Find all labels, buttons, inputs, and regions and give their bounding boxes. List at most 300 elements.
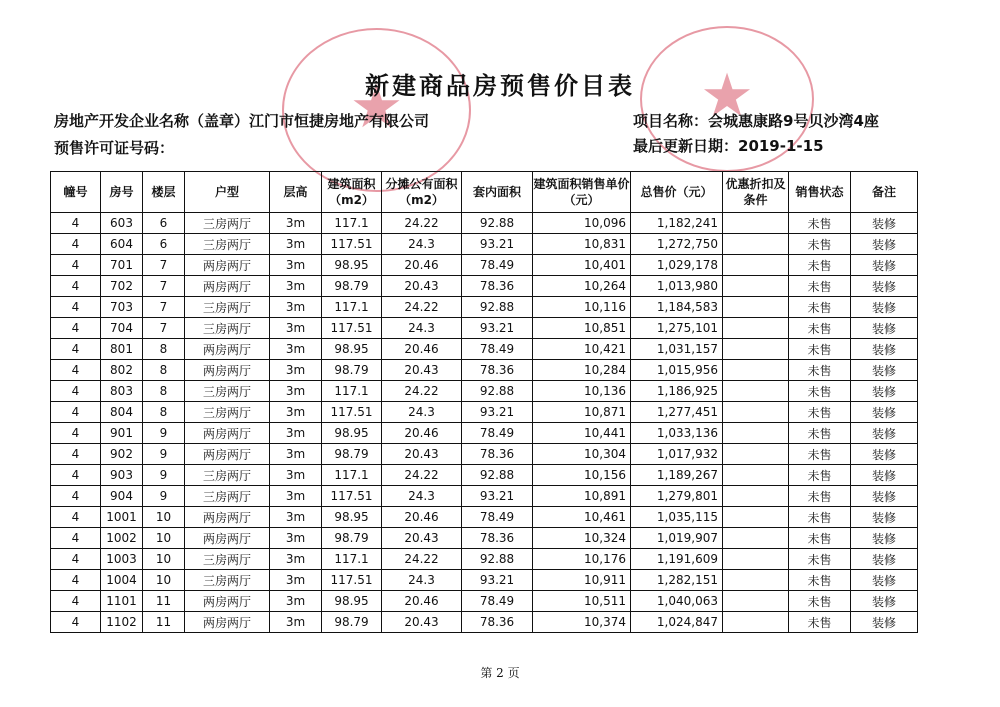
column-header: 销售状态 [789,172,851,213]
table-row [51,486,918,507]
column-header: 户型 [185,172,270,213]
table-cell: 10,871 [533,402,631,423]
table-cell: 9 [143,444,185,465]
table-cell: 1,031,157 [631,339,723,360]
column-header: 优惠折扣及条件 [723,172,789,213]
table-cell: 1,184,583 [631,297,723,318]
table-cell: 9 [143,423,185,444]
table-cell: 10,116 [533,297,631,318]
table-row [51,318,918,339]
table-cell: 1,013,980 [631,276,723,297]
table-cell: 三房两厅 [185,570,270,591]
table-cell [723,465,789,486]
table-cell: 702 [101,276,143,297]
table-cell: 三房两厅 [185,297,270,318]
table-cell: 4 [51,507,101,528]
permit-number: 预售许可证号码： [54,139,175,157]
table-row [51,549,918,570]
table-cell: 7 [143,297,185,318]
table-cell: 98.79 [322,612,382,633]
table-cell: 10,304 [533,444,631,465]
table-cell: 两房两厅 [185,612,270,633]
table-cell: 20.43 [382,360,462,381]
table-cell: 20.46 [382,255,462,276]
table-cell: 两房两厅 [185,528,270,549]
table-cell: 10,511 [533,591,631,612]
table-cell: 117.51 [322,570,382,591]
table-cell [723,381,789,402]
table-cell: 24.22 [382,549,462,570]
table-cell: 93.21 [462,570,533,591]
table-cell: 1003 [101,549,143,570]
table-cell: 1,272,750 [631,234,723,255]
table-cell: 1,189,267 [631,465,723,486]
table-cell: 78.36 [462,612,533,633]
table-cell: 98.79 [322,444,382,465]
table-cell: 98.95 [322,591,382,612]
table-cell: 3m [270,486,322,507]
table-cell: 1,024,847 [631,612,723,633]
table-cell: 10,374 [533,612,631,633]
table-cell [723,255,789,276]
table-cell: 3m [270,297,322,318]
table-cell: 未售 [789,612,851,633]
table-cell: 78.49 [462,591,533,612]
table-cell: 3m [270,570,322,591]
price-table [50,171,918,633]
table-cell: 三房两厅 [185,318,270,339]
page-title: 新建商品房预售价目表 [365,72,635,100]
table-cell: 未售 [789,570,851,591]
table-cell: 117.1 [322,465,382,486]
table-cell: 4 [51,213,101,234]
table-cell: 10,461 [533,507,631,528]
table-cell [723,423,789,444]
column-header: 楼层 [143,172,185,213]
table-cell: 装修 [851,360,918,381]
table-cell: 10,831 [533,234,631,255]
table-cell: 24.3 [382,486,462,507]
table-cell: 3m [270,549,322,570]
table-cell: 117.51 [322,486,382,507]
table-cell: 11 [143,612,185,633]
table-cell: 7 [143,255,185,276]
table-cell: 1,033,136 [631,423,723,444]
table-cell: 1,015,956 [631,360,723,381]
table-cell: 78.49 [462,255,533,276]
table-cell: 10,421 [533,339,631,360]
table-cell: 未售 [789,549,851,570]
table-cell: 92.88 [462,297,533,318]
table-cell: 3m [270,381,322,402]
table-cell: 24.22 [382,297,462,318]
table-cell: 8 [143,402,185,423]
table-cell: 装修 [851,507,918,528]
table-cell: 装修 [851,423,918,444]
table-cell: 704 [101,318,143,339]
table-cell: 24.22 [382,381,462,402]
table-row [51,591,918,612]
table-row [51,528,918,549]
table-cell: 10 [143,507,185,528]
table-cell: 未售 [789,465,851,486]
table-cell: 未售 [789,318,851,339]
table-cell: 10 [143,549,185,570]
table-cell: 20.43 [382,612,462,633]
table-cell [723,234,789,255]
table-row [51,612,918,633]
table-cell: 未售 [789,507,851,528]
table-cell: 3m [270,339,322,360]
table-cell: 装修 [851,528,918,549]
table-cell: 10,264 [533,276,631,297]
table-cell: 3m [270,360,322,381]
table-cell: 92.88 [462,381,533,402]
table-cell: 两房两厅 [185,444,270,465]
table-cell: 装修 [851,255,918,276]
table-cell: 未售 [789,381,851,402]
last-updated-date: 最后更新日期：2019-1-15 [633,137,824,155]
table-header-row [51,172,918,213]
table-row [51,276,918,297]
table-cell: 两房两厅 [185,591,270,612]
table-cell: 92.88 [462,465,533,486]
table-cell: 三房两厅 [185,381,270,402]
table-cell: 20.43 [382,276,462,297]
table-cell: 装修 [851,381,918,402]
table-cell: 4 [51,318,101,339]
table-cell: 两房两厅 [185,276,270,297]
table-cell: 78.36 [462,276,533,297]
table-cell: 3m [270,318,322,339]
table-cell [723,318,789,339]
table-row [51,402,918,423]
table-cell: 未售 [789,528,851,549]
table-cell: 3m [270,423,322,444]
column-header: 总售价（元） [631,172,723,213]
table-cell: 3m [270,444,322,465]
table-cell [723,213,789,234]
table-cell: 24.3 [382,570,462,591]
table-cell: 3m [270,507,322,528]
table-cell: 装修 [851,465,918,486]
table-row [51,381,918,402]
table-cell: 117.51 [322,318,382,339]
table-cell: 1,035,115 [631,507,723,528]
table-cell: 117.51 [322,402,382,423]
table-row [51,423,918,444]
table-cell: 装修 [851,213,918,234]
table-cell: 3m [270,528,322,549]
table-cell: 93.21 [462,234,533,255]
table-cell: 未售 [789,423,851,444]
table-cell: 未售 [789,402,851,423]
page-number: 第 2 页 [480,666,520,680]
table-cell: 三房两厅 [185,213,270,234]
table-cell: 20.43 [382,528,462,549]
table-cell: 3m [270,402,322,423]
table-cell: 3m [270,213,322,234]
table-cell: 4 [51,465,101,486]
table-cell: 10,136 [533,381,631,402]
table-cell: 78.36 [462,528,533,549]
table-cell: 两房两厅 [185,507,270,528]
table-cell: 78.49 [462,339,533,360]
table-cell: 4 [51,612,101,633]
table-cell: 20.46 [382,507,462,528]
column-header: 建筑面积销售单价（元） [533,172,631,213]
table-cell: 10,284 [533,360,631,381]
table-cell [723,507,789,528]
table-cell: 4 [51,549,101,570]
table-cell: 3m [270,234,322,255]
table-cell: 4 [51,402,101,423]
table-cell: 20.46 [382,423,462,444]
table-row [51,255,918,276]
table-cell: 24.3 [382,402,462,423]
table-cell: 4 [51,297,101,318]
table-row [51,444,918,465]
table-cell: 78.49 [462,423,533,444]
table-body [51,213,918,633]
table-cell: 20.46 [382,591,462,612]
table-cell: 10,891 [533,486,631,507]
table-row [51,213,918,234]
table-cell: 未售 [789,234,851,255]
table-cell: 703 [101,297,143,318]
table-row [51,465,918,486]
table-cell: 装修 [851,570,918,591]
table-cell: 三房两厅 [185,234,270,255]
table-cell: 9 [143,465,185,486]
table-cell: 装修 [851,276,918,297]
table-cell: 1,029,178 [631,255,723,276]
table-row [51,297,918,318]
table-cell: 两房两厅 [185,423,270,444]
table-cell: 未售 [789,339,851,360]
table-cell: 10,911 [533,570,631,591]
table-cell: 7 [143,318,185,339]
table-cell: 未售 [789,444,851,465]
table-cell: 装修 [851,297,918,318]
table-cell [723,339,789,360]
table-cell: 117.1 [322,213,382,234]
table-cell: 1,282,151 [631,570,723,591]
table-cell: 1002 [101,528,143,549]
table-cell: 10,401 [533,255,631,276]
table-cell: 93.21 [462,486,533,507]
table-cell: 801 [101,339,143,360]
table-cell: 901 [101,423,143,444]
table-cell: 三房两厅 [185,402,270,423]
table-cell: 10 [143,528,185,549]
table-cell: 98.79 [322,360,382,381]
table-cell: 11 [143,591,185,612]
table-cell: 装修 [851,318,918,339]
table-cell: 98.79 [322,528,382,549]
table-cell: 24.3 [382,318,462,339]
table-cell: 24.22 [382,465,462,486]
table-cell [723,276,789,297]
table-cell: 三房两厅 [185,465,270,486]
table-cell [723,297,789,318]
table-cell: 98.95 [322,423,382,444]
table-cell: 10 [143,570,185,591]
table-cell: 903 [101,465,143,486]
table-cell: 4 [51,570,101,591]
column-header: 备注 [851,172,918,213]
table-cell: 1,277,451 [631,402,723,423]
table-cell: 装修 [851,444,918,465]
table-cell [723,486,789,507]
table-cell: 装修 [851,486,918,507]
table-cell: 117.1 [322,549,382,570]
table-cell: 装修 [851,591,918,612]
table-row [51,570,918,591]
table-row [51,507,918,528]
table-cell: 1101 [101,591,143,612]
table-cell [723,360,789,381]
table-cell: 8 [143,381,185,402]
table-cell: 3m [270,276,322,297]
star-icon: ★ [700,61,754,131]
table-cell: 7 [143,276,185,297]
table-cell: 装修 [851,549,918,570]
project-name: 项目名称：会城惠康路9号贝沙湾4座 [633,112,879,130]
table-cell: 904 [101,486,143,507]
table-cell: 4 [51,444,101,465]
table-cell: 98.95 [322,339,382,360]
table-cell: 92.88 [462,213,533,234]
table-cell: 装修 [851,402,918,423]
table-cell: 117.51 [322,234,382,255]
table-cell: 3m [270,255,322,276]
column-header: 层高 [270,172,322,213]
table-cell: 10,096 [533,213,631,234]
table-cell [723,570,789,591]
table-cell [723,402,789,423]
column-header: 套内面积 [462,172,533,213]
column-header: 建筑面积（m2） [322,172,382,213]
table-cell: 20.43 [382,444,462,465]
table-cell: 三房两厅 [185,486,270,507]
table-cell: 10,324 [533,528,631,549]
table-cell: 10,156 [533,465,631,486]
table-cell: 1,040,063 [631,591,723,612]
table-cell: 6 [143,213,185,234]
table-cell: 未售 [789,486,851,507]
table-cell [723,591,789,612]
table-cell: 78.36 [462,444,533,465]
table-cell: 78.49 [462,507,533,528]
table-cell: 78.36 [462,360,533,381]
table-cell: 4 [51,423,101,444]
table-cell: 604 [101,234,143,255]
table-cell: 24.3 [382,234,462,255]
table-cell: 93.21 [462,402,533,423]
table-cell: 1004 [101,570,143,591]
table-cell: 24.22 [382,213,462,234]
table-cell: 三房两厅 [185,549,270,570]
table-cell: 装修 [851,339,918,360]
table-cell: 117.1 [322,381,382,402]
column-header: 分摊公有面积（m2） [382,172,462,213]
table-cell: 4 [51,360,101,381]
table-cell: 未售 [789,213,851,234]
table-cell: 117.1 [322,297,382,318]
table-row [51,339,918,360]
table-cell: 92.88 [462,549,533,570]
table-cell [723,444,789,465]
table-cell: 装修 [851,234,918,255]
table-cell: 1,182,241 [631,213,723,234]
table-cell: 未售 [789,255,851,276]
table-cell: 1,191,609 [631,549,723,570]
table-cell: 4 [51,339,101,360]
table-cell: 8 [143,360,185,381]
table-cell [723,528,789,549]
table-cell: 98.79 [322,276,382,297]
column-header: 幢号 [51,172,101,213]
table-cell: 1,186,925 [631,381,723,402]
table-cell [723,612,789,633]
table-cell: 未售 [789,591,851,612]
table-cell: 1,017,932 [631,444,723,465]
star-icon: ★ [349,72,404,142]
table-cell: 3m [270,591,322,612]
table-cell: 802 [101,360,143,381]
table-cell: 4 [51,381,101,402]
table-cell: 93.21 [462,318,533,339]
table-cell: 未售 [789,297,851,318]
table-cell: 4 [51,486,101,507]
table-cell: 1,275,101 [631,318,723,339]
table-cell: 1,019,907 [631,528,723,549]
table-cell: 4 [51,276,101,297]
table-cell: 两房两厅 [185,360,270,381]
table-cell: 10,851 [533,318,631,339]
table-cell: 902 [101,444,143,465]
table-cell: 4 [51,591,101,612]
table-cell: 10,176 [533,549,631,570]
table-cell: 20.46 [382,339,462,360]
table-cell: 8 [143,339,185,360]
table-cell [723,549,789,570]
table-cell: 6 [143,234,185,255]
table-cell: 10,441 [533,423,631,444]
table-cell: 3m [270,465,322,486]
table-cell: 98.95 [322,255,382,276]
table-cell: 603 [101,213,143,234]
table-row [51,360,918,381]
table-cell: 9 [143,486,185,507]
table-cell: 1,279,801 [631,486,723,507]
table-cell: 两房两厅 [185,339,270,360]
table-cell: 4 [51,255,101,276]
table-cell: 701 [101,255,143,276]
table-cell: 两房两厅 [185,255,270,276]
table-cell: 804 [101,402,143,423]
table-cell: 未售 [789,360,851,381]
column-header: 房号 [101,172,143,213]
table-cell: 未售 [789,276,851,297]
table-cell: 1102 [101,612,143,633]
table-cell: 4 [51,234,101,255]
table-cell: 3m [270,612,322,633]
developer-name: 房地产开发企业名称（盖章）江门市恒捷房地产有限公司 [54,112,430,130]
table-cell: 装修 [851,612,918,633]
table-cell: 98.95 [322,507,382,528]
